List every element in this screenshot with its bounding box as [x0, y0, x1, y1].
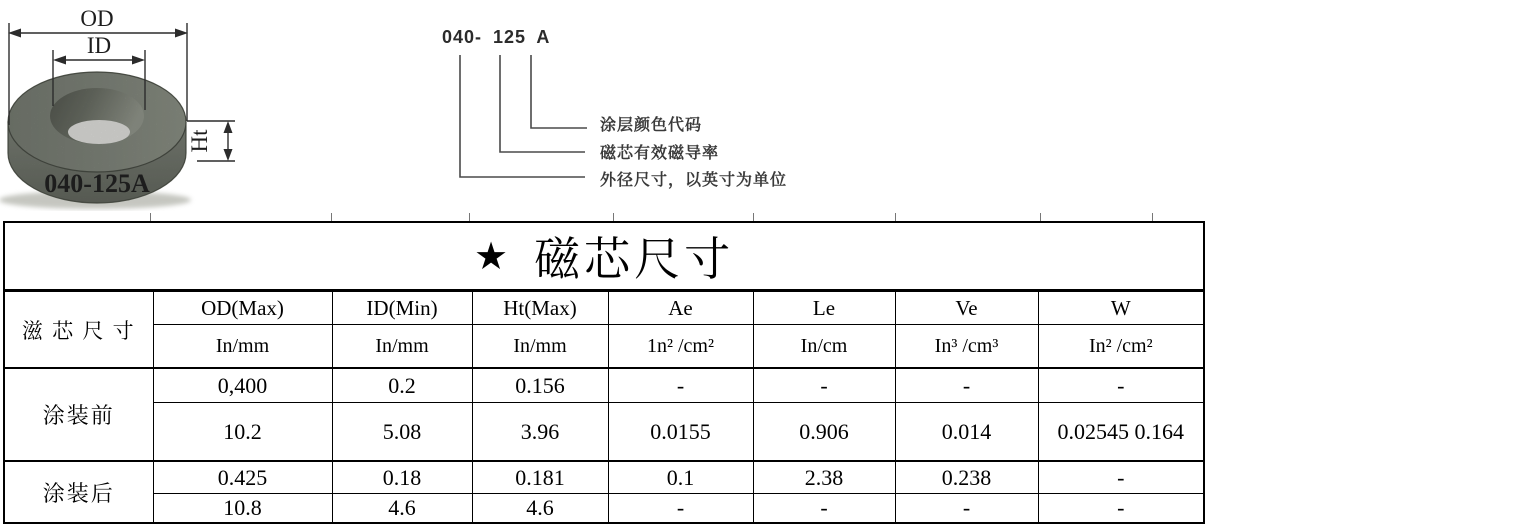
part-number-label-color-code: 涂层颜色代码: [600, 117, 703, 134]
cell: 10.8: [153, 494, 332, 524]
cell: -: [895, 494, 1038, 524]
cell: 0.425: [153, 461, 332, 494]
part-number-code: 040- 125 A: [442, 27, 551, 47]
column-header-id: ID(Min): [332, 291, 472, 325]
toroid-core-figure: [0, 0, 250, 212]
cell: 2.38: [753, 461, 895, 494]
column-header-le: Le: [753, 291, 895, 325]
unit-le: In/cm: [753, 325, 895, 369]
cell: 0.0155: [608, 403, 753, 462]
cell: -: [753, 494, 895, 524]
id-label: ID: [86, 33, 112, 58]
unit-ae: 1n² /cm²: [608, 325, 753, 369]
cell: -: [1038, 494, 1204, 524]
row-header-core-size: 滋 芯 尺 寸: [4, 291, 153, 369]
cell: 0.1: [608, 461, 753, 494]
column-header-ve: Ve: [895, 291, 1038, 325]
row-header-before-coating: 涂装前: [4, 368, 153, 461]
cell: 0.906: [753, 403, 895, 462]
part-number-label-od: 外径尺寸，以英寸为单位: [600, 172, 788, 189]
cell: 0.181: [472, 461, 608, 494]
cell: 0.18: [332, 461, 472, 494]
od-label: OD: [80, 6, 114, 31]
table-title: [4, 222, 1204, 291]
ht-label: Ht: [187, 129, 212, 153]
column-header-w: W: [1038, 291, 1204, 325]
cell: 0,400: [153, 368, 332, 403]
cell: -: [895, 368, 1038, 403]
cell: 10.2: [153, 403, 332, 462]
unit-od: In/mm: [153, 325, 332, 369]
star-icon: ★: [474, 236, 509, 278]
cell: -: [1038, 461, 1204, 494]
cell: 0.2: [332, 368, 472, 403]
column-header-ae: Ae: [608, 291, 753, 325]
cell: -: [608, 494, 753, 524]
cell: -: [753, 368, 895, 403]
cell: -: [1038, 368, 1204, 403]
cell: 5.08: [332, 403, 472, 462]
cell: 0.02545 0.164: [1038, 403, 1204, 462]
cell: 0.014: [895, 403, 1038, 462]
cell: 3.96: [472, 403, 608, 462]
column-header-ht: Ht(Max): [472, 291, 608, 325]
row-header-after-coating: 涂装后: [4, 461, 153, 523]
unit-ve: In³ /cm³: [895, 325, 1038, 369]
core-marking: 040-125A: [44, 169, 150, 198]
cell: 0.238: [895, 461, 1038, 494]
unit-ht: In/mm: [472, 325, 608, 369]
unit-id: In/mm: [332, 325, 472, 369]
table-title-text: 磁芯尺寸: [534, 234, 735, 285]
unit-w: In² /cm²: [1038, 325, 1204, 369]
column-header-od: OD(Max): [153, 291, 332, 325]
cell: 4.6: [332, 494, 472, 524]
cell: 0.156: [472, 368, 608, 403]
part-number-label-permeability: 磁芯有效磁导率: [600, 145, 720, 162]
cell: 4.6: [472, 494, 608, 524]
core-dimensions-table: [3, 221, 1205, 524]
cell: -: [608, 368, 753, 403]
